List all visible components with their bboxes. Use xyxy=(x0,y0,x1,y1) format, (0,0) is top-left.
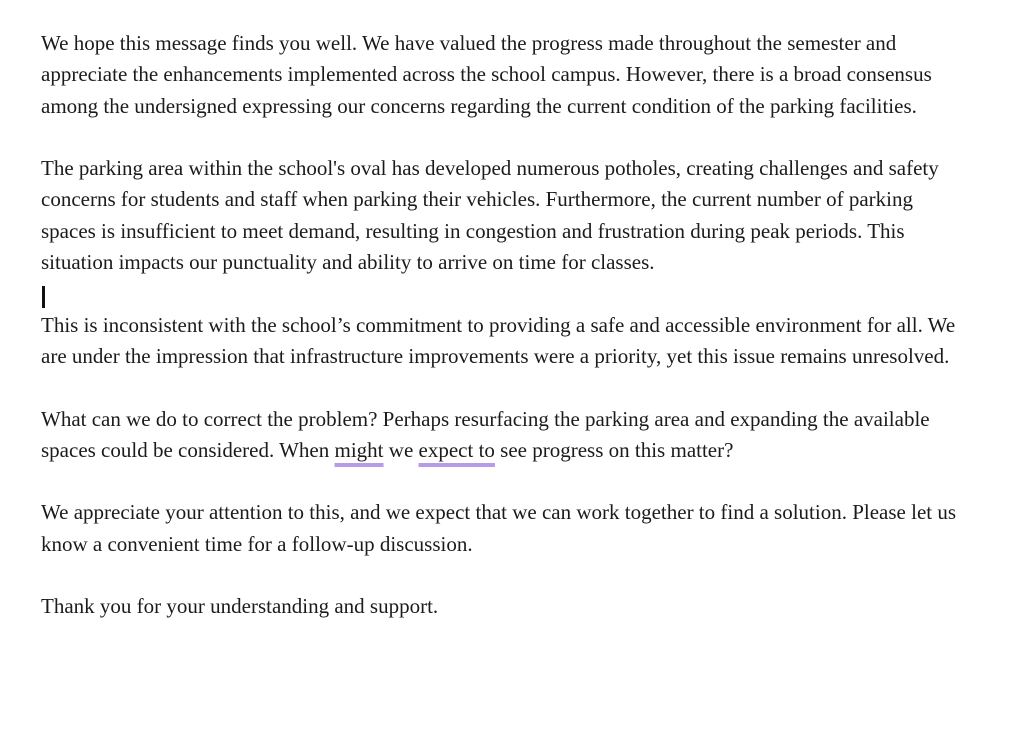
question-text-end: see progress on this matter? xyxy=(494,437,734,462)
paragraph-follow-up: We appreciate your attention to this, and we expect that we can work together to find a solution. Please let us know a convenient time for a follow-up discussion. xyxy=(41,500,957,556)
paragraph-issue: The parking area within the school's oval has developed numerous potholes, creating challenges and safety concerns for students and staff when parking their vehicles. Furthermore, the current number of parking spaces is insufficient to meet demand, resulting in congestion and frustration during peak periods. This situation impacts our punctuality and ability to arrive on time for classes. xyxy=(41,156,939,275)
paragraph-closing: Thank you for your understanding and support. xyxy=(41,594,439,619)
paragraph-gap xyxy=(41,122,971,153)
paragraph-inconsistency: This is inconsistent with the school’s commitment to providing a safe and accessible environment for all. We are under the impression that infrastructure improvements were a priority, yet this issue remains unresolved. xyxy=(41,312,956,368)
question-text-start: What can we do to correct the problem? Perhaps resurfacing the parking area and expanding the available spaces could be considered. When xyxy=(41,406,930,462)
paragraph-gap xyxy=(41,560,971,591)
paragraph-gap xyxy=(41,372,971,403)
paragraph-question xyxy=(41,404,971,467)
suggestion-underline-might[interactable]: might xyxy=(334,437,384,462)
question-text-middle: we xyxy=(383,437,419,462)
paragraph-greeting: We hope this message finds you well. We have valued the progress made throughout the semester and appreciate the enhancements implemented across the school campus. However, there is a broad consensus among the undersigned expressing our concerns regarding the current condition of the parking facilities. xyxy=(41,31,932,118)
paragraph-gap xyxy=(41,466,971,497)
suggestion-underline-expect-to[interactable]: expect to xyxy=(418,437,495,462)
text-cursor xyxy=(42,286,45,308)
empty-line-with-cursor[interactable] xyxy=(41,278,971,309)
document-body[interactable] xyxy=(41,28,971,623)
